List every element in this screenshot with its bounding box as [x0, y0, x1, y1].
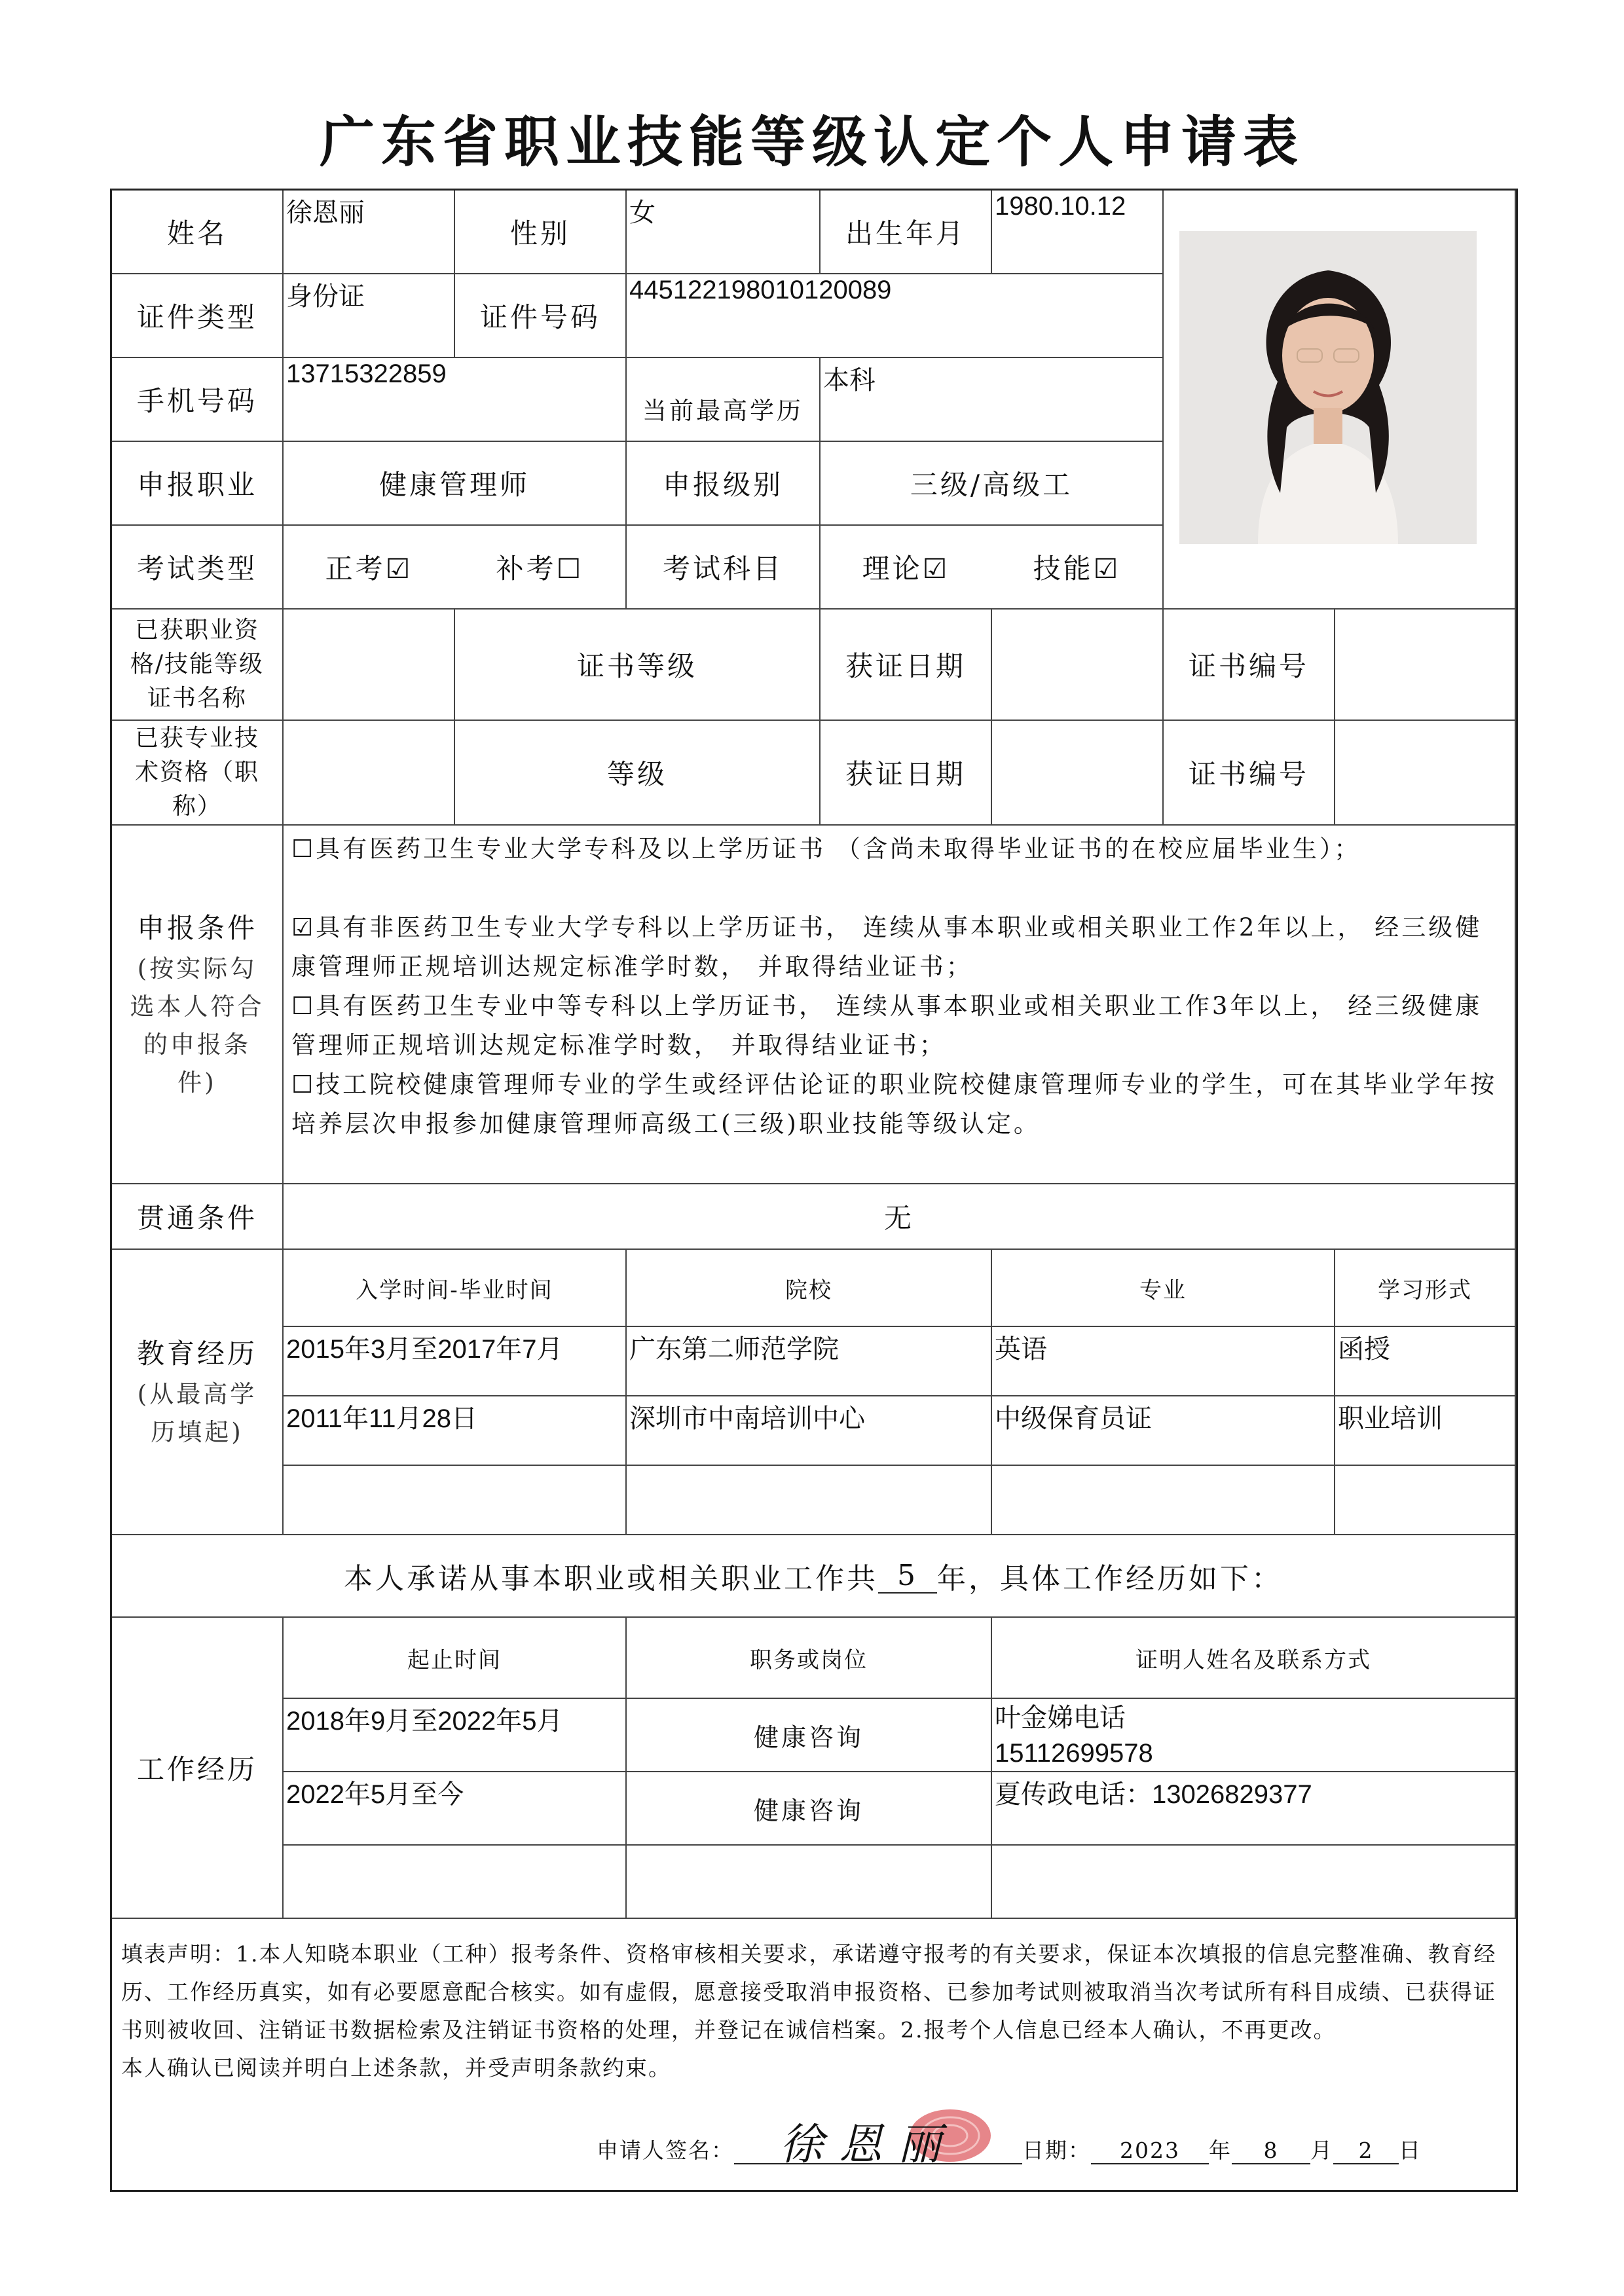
work-row-1-reference[interactable]: 叶金娣电话15112699578 [992, 1699, 1516, 1772]
date-day[interactable]: 2 [1333, 2138, 1399, 2164]
work-row-2-reference[interactable]: 夏传政电话：13026829377 [992, 1772, 1516, 1846]
edu-header-major: 专业 [992, 1250, 1335, 1327]
exam-type-options [284, 526, 627, 610]
edu-row-2-major[interactable]: 中级保育员证 [992, 1396, 1335, 1466]
date-label: 日期： [1022, 2138, 1091, 2163]
work-row-3-period[interactable] [284, 1846, 627, 1919]
portrait-image [1179, 231, 1477, 544]
edu-row-3-mode[interactable] [1335, 1466, 1516, 1535]
condition-3-checkbox[interactable]: ☐具有医药卫生专业中等专科以上学历证书， 连续从事本职业或相关职业工作3年以上， 经三级健康管理师正规培训达规定标准学时数， 并取得结业证书； [291, 992, 1483, 1059]
education-level-label: 当前最高学历 [627, 358, 821, 442]
vocational-cert-value[interactable] [284, 610, 455, 721]
work-row-1-position[interactable]: 健康咨询 [627, 1699, 992, 1772]
date-year[interactable]: 2023 [1091, 2138, 1209, 2164]
cert-date-value[interactable] [992, 610, 1164, 721]
edu-header-period: 入学时间-毕业时间 [284, 1250, 627, 1327]
phone-label: 手机号码 [112, 358, 284, 442]
edu-row-1-school[interactable]: 广东第二师范学院 [627, 1327, 992, 1396]
id-type-label: 证件类型 [112, 274, 284, 358]
application-form [110, 189, 1518, 2192]
work-header-position: 职务或岗位 [627, 1618, 992, 1699]
commitment-prefix: 本人承诺从事本职业或相关职业工作共 [344, 1562, 878, 1595]
professional-title-label: 已获专业技术资格（职称） [112, 721, 284, 826]
edu-row-2-period[interactable]: 2011年11月28日 [284, 1396, 627, 1466]
work-row-2-position[interactable]: 健康咨询 [627, 1772, 992, 1846]
education-note: (从最高学历填起) [137, 1380, 257, 1446]
title-date-value[interactable] [992, 721, 1164, 826]
commitment-suffix: 年，具体工作经历如下： [937, 1562, 1283, 1595]
work-header-reference: 证明人姓名及联系方式 [992, 1618, 1516, 1699]
work-header-period: 起止时间 [284, 1618, 627, 1699]
handwritten-signature: 徐恩丽 [780, 2119, 957, 2170]
professional-title-value[interactable] [284, 721, 455, 826]
id-no-label: 证件号码 [455, 274, 627, 358]
gender-value[interactable]: 女 [627, 191, 821, 274]
apply-level-value[interactable]: 三级/高级工 [821, 442, 1164, 526]
vocational-cert-label: 已获职业资格/技能等级证书名称 [112, 610, 284, 721]
id-type-value[interactable]: 身份证 [284, 274, 455, 358]
title-level-label: 等级 [455, 721, 821, 826]
apply-level-label: 申报级别 [627, 442, 821, 526]
edu-row-2-school[interactable]: 深圳市中南培训中心 [627, 1396, 992, 1466]
signature-label: 申请人签名： [597, 2138, 734, 2163]
date-month-unit: 月 [1310, 2138, 1333, 2163]
work-label: 工作经历 [112, 1618, 284, 1919]
signature-field[interactable] [734, 2107, 1022, 2170]
edu-header-school: 院校 [627, 1250, 992, 1327]
edu-header-mode: 学习形式 [1335, 1250, 1516, 1327]
education-level-value[interactable]: 本科 [821, 358, 1164, 442]
edu-row-3-school[interactable] [627, 1466, 992, 1535]
education-label-cell [112, 1250, 284, 1535]
work-row-3-reference[interactable] [992, 1846, 1516, 1919]
form-title: 广东省职业技能等级认定个人申请表 [319, 110, 1304, 174]
name-value[interactable]: 徐恩丽 [284, 191, 455, 274]
exam-type-regular-checkbox[interactable]: 正考☑ [325, 553, 413, 585]
through-value[interactable]: 无 [284, 1184, 1516, 1250]
title-date-label: 获证日期 [821, 721, 992, 826]
birth-label: 出生年月 [821, 191, 992, 274]
cert-level-label: 证书等级 [455, 610, 821, 721]
condition-4-checkbox[interactable]: ☐技工院校健康管理师专业的学生或经评估论证的职业院校健康管理师专业的学生，可在其毕业学年按培养层次申报参加健康管理师高级工(三级)职业技能等级认定。 [291, 1070, 1498, 1138]
subject-skill-checkbox[interactable]: 技能☑ [1033, 553, 1121, 585]
subject-theory-checkbox[interactable]: 理论☑ [862, 553, 950, 585]
occupation-label: 申报职业 [112, 442, 284, 526]
cert-no-label: 证书编号 [1164, 610, 1335, 721]
through-label: 贯通条件 [112, 1184, 284, 1250]
exam-subject-options [821, 526, 1164, 610]
date-year-unit: 年 [1209, 2138, 1232, 2163]
date-month[interactable]: 8 [1232, 2138, 1310, 2164]
phone-value[interactable]: 13715322859 [284, 358, 627, 442]
conditions-note: (按实际勾选本人符合的申报条件) [130, 955, 265, 1097]
exam-type-label: 考试类型 [112, 526, 284, 610]
edu-row-3-major[interactable] [992, 1466, 1335, 1535]
cert-date-label: 获证日期 [821, 610, 992, 721]
edu-row-1-major[interactable]: 英语 [992, 1327, 1335, 1396]
id-no-value[interactable]: 445122198010120089 [627, 274, 1164, 358]
applicant-photo [1179, 231, 1477, 544]
work-row-3-position[interactable] [627, 1846, 992, 1919]
edu-row-2-mode[interactable]: 职业培训 [1335, 1396, 1516, 1466]
conditions-label: 申报条件 [136, 912, 257, 944]
title-no-label: 证书编号 [1164, 721, 1335, 826]
cert-no-value[interactable] [1335, 610, 1516, 721]
name-label: 姓名 [112, 191, 284, 274]
signature-line [597, 2105, 1513, 2170]
education-label: 教育经历 [136, 1338, 257, 1370]
date-day-unit: 日 [1399, 2138, 1422, 2163]
commitment-row [112, 1535, 1516, 1618]
conditions-label-cell [112, 826, 284, 1184]
declaration-block [121, 1935, 1503, 2087]
work-row-2-period[interactable]: 2022年5月至今 [284, 1772, 627, 1846]
birth-value[interactable]: 1980.10.12 [992, 191, 1164, 274]
declaration-text: 填表声明：1.本人知晓本职业（工种）报考条件、资格审核相关要求，承诺遵守报考的有关要求，保证本次填报的信息完整准确、教育经历、工作经历真实，如有必要愿意配合核实。如有虚假，愿意接受取消申报资格、已参加考试则被取消当次考试所有科目成绩、已获得证书则被收回、注销证书数据检索及注销证书资格的处理，并登记在诚信档案。2.报考个人信息已经本人确认，不再更改。 [121, 1941, 1497, 2043]
edu-row-1-period[interactable]: 2015年3月至2017年7月 [284, 1327, 627, 1396]
title-no-value[interactable] [1335, 721, 1516, 826]
work-row-1-period[interactable]: 2018年9月至2022年5月 [284, 1699, 627, 1772]
condition-1-checkbox[interactable]: ☐具有医药卫生专业大学专科及以上学历证书 （含尚未取得毕业证书的在校应届毕业生）； [291, 835, 1361, 863]
edu-row-3-period[interactable] [284, 1466, 627, 1535]
commitment-years[interactable]: 5 [878, 1559, 937, 1594]
occupation-value[interactable]: 健康管理师 [284, 442, 627, 526]
edu-row-1-mode[interactable]: 函授 [1335, 1327, 1516, 1396]
exam-subject-label: 考试科目 [627, 526, 821, 610]
gender-label: 性别 [455, 191, 627, 274]
declaration-confirm: 本人确认已阅读并明白上述条款，并受声明条款约束。 [121, 2055, 671, 2081]
conditions-options [284, 826, 1516, 1184]
exam-type-makeup-checkbox[interactable]: 补考☐ [496, 553, 584, 585]
condition-2-checkbox[interactable]: ☑具有非医药卫生专业大学专科以上学历证书， 连续从事本职业或相关职业工作2年以上， 经三级健康管理师正规培训达规定标准学时数， 并取得结业证书； [291, 913, 1483, 981]
